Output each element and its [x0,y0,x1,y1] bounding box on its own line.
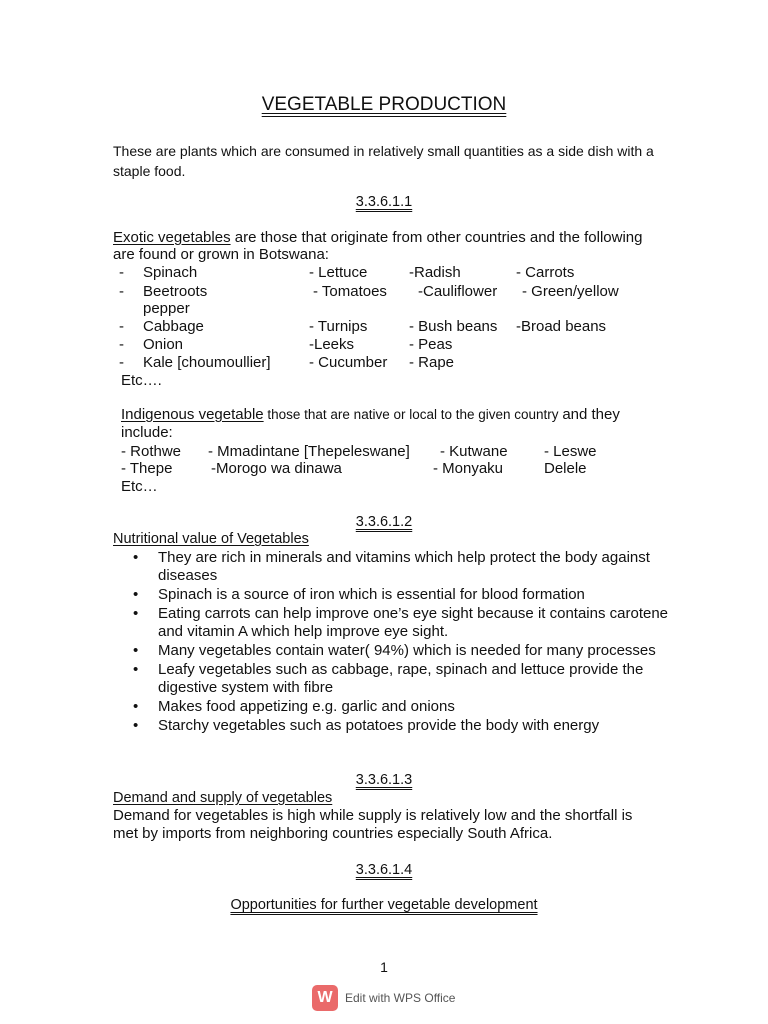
exotic-cell: - Rape [409,354,455,371]
wps-edit-link[interactable]: Edit with WPS Office [345,991,456,1005]
intro-paragraph: These are plants which are consumed in relatively small quantities as a side dish with a staple food. [113,143,654,179]
indigenous-text-end: and they [562,406,620,423]
exotic-cell: -Radish [409,264,461,281]
indigenous-cell: -Morogo wa dinawa [211,460,342,477]
indigenous-text: those that are native or local to the given country [263,407,563,422]
exotic-text: are those that originate from other countries and the following [230,229,643,246]
indigenous-cell: - Monyaku [433,460,504,477]
demand-heading: Demand and supply of vegetables [113,790,333,806]
exotic-cell: - Turnips [309,318,368,335]
bullet-text: Starchy vegetables such as potatoes provide the body with energy [158,717,600,734]
exotic-cell: Cabbage [143,318,204,335]
list-item [133,661,673,697]
nutrition-bullet-list [133,549,673,736]
indigenous-cell: Delele [544,460,587,477]
exotic-cell: - Peas [409,336,453,353]
exotic-cell: Onion [143,336,184,353]
bullet-icon: • [133,642,139,659]
list-item [133,698,673,716]
exotic-cell: Kale [choumoullier] [143,354,271,371]
exotic-cell: - [119,354,124,371]
indigenous-cell: - Mmadintane [Thepeleswane] [208,443,410,460]
wps-logo-icon[interactable]: W [312,985,338,1011]
bullet-icon: • [133,549,139,566]
section-number-1: 3.3.6.1.1 [355,194,413,210]
exotic-cell: Beetroots [143,283,208,300]
bullet-text: They are rich in minerals and vitamins which help protect the body against diseases [158,549,650,584]
bullet-icon: • [133,717,139,734]
section-number-4: 3.3.6.1.4 [355,862,413,878]
nutrition-heading: Nutritional value of Vegetables [113,531,309,547]
bullet-text: Many vegetables contain water( 94%) which is needed for many processes [158,642,656,659]
list-item [133,605,673,641]
opportunities-heading: Opportunities for further vegetable development [230,897,538,913]
bullet-text: Spinach is a source of iron which is essential for blood formation [158,586,585,603]
demand-text-line2: met by imports from neighboring countries especially South Africa. [113,825,553,842]
indigenous-etc: Etc… [121,478,158,495]
bullet-text: Makes food appetizing e.g. garlic and onions [158,698,455,715]
exotic-cell: - [119,283,124,300]
exotic-cell: pepper [143,300,190,317]
page-number: 1 [380,959,388,975]
exotic-intro-line2: are found or grown in Botswana: [113,246,329,263]
indigenous-cell: - Thepe [121,460,173,477]
exotic-cell: Spinach [143,264,198,281]
indigenous-intro-line2: include: [121,424,173,441]
indigenous-heading: Indigenous vegetable [121,406,264,423]
demand-text-line1: Demand for vegetables is high while supply is relatively low and the shortfall is [113,807,633,824]
exotic-cell: - [119,336,124,353]
exotic-cell: - [119,318,124,335]
list-item [133,717,673,735]
bullet-icon: • [133,698,139,715]
indigenous-cell: - Rothwe [121,443,182,460]
exotic-cell: - Lettuce [309,264,368,281]
bullet-icon: • [133,661,139,678]
bullet-text: Eating carrots can help improve one’s eye sight because it contains carotene and vitamin A which help improve eye sight. [158,605,669,640]
exotic-cell: -Cauliflower [418,283,498,300]
exotic-cell: - Bush beans [409,318,498,335]
indigenous-intro-line1 [121,406,620,424]
exotic-intro-line1 [113,229,643,246]
exotic-cell: - Green/yellow [522,283,619,300]
exotic-cell: - Cucumber [309,354,388,371]
exotic-heading: Exotic vegetables [113,229,231,246]
page-title: VEGETABLE PRODUCTION [261,94,507,115]
bullet-icon: • [133,586,139,603]
exotic-etc: Etc…. [121,372,162,389]
list-item [133,642,673,660]
list-item [133,549,673,585]
exotic-cell: -Broad beans [516,318,607,335]
exotic-cell: - Tomatoes [313,283,387,300]
indigenous-cell: - Leswe [544,443,597,460]
section-number-2: 3.3.6.1.2 [355,514,413,530]
exotic-cell: -Leeks [309,336,355,353]
list-item [133,586,673,604]
bullet-text: Leafy vegetables such as cabbage, rape, spinach and lettuce provide the digestive system with fibre [158,661,644,696]
exotic-cell: - [119,264,124,281]
exotic-cell: - Carrots [516,264,575,281]
bullet-icon: • [133,605,139,622]
section-number-3: 3.3.6.1.3 [355,772,413,788]
indigenous-cell: - Kutwane [440,443,508,460]
